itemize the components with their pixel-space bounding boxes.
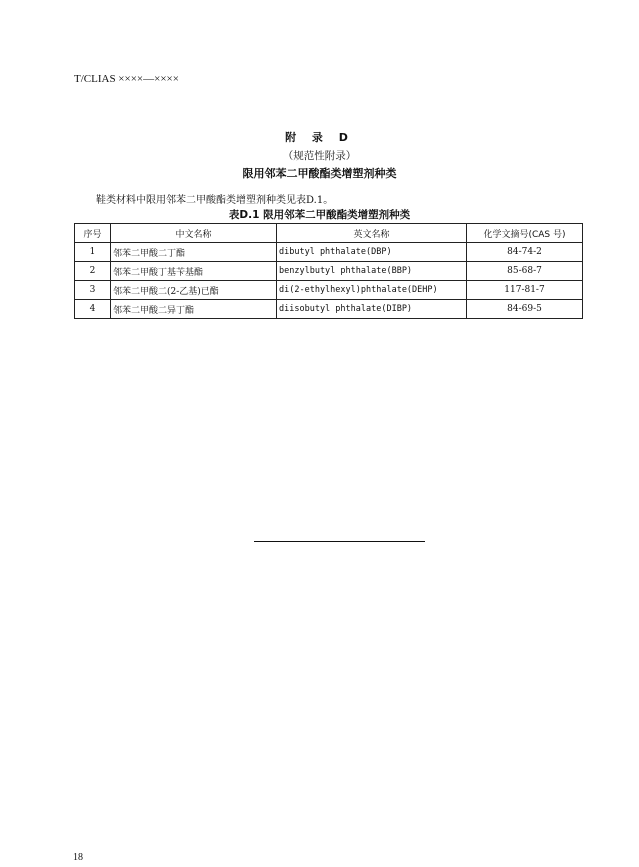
cell-serial: 2 [75, 262, 111, 281]
table-row [75, 281, 583, 300]
cell-chinese-name: 邻苯二甲酸二丁酯 [111, 243, 277, 262]
cell-serial: 4 [75, 300, 111, 319]
header-chinese-name: 中文名称 [111, 224, 277, 243]
cell-english-name: benzylbutyl phthalate(BBP) [277, 262, 467, 281]
cell-cas-number: 84-69-5 [467, 300, 583, 319]
cell-english-name: di(2-ethylhexyl)phthalate(DEHP) [277, 281, 467, 300]
header-serial: 序号 [75, 224, 111, 243]
cell-serial: 1 [75, 243, 111, 262]
document-code: T/CLIAS ××××—×××× [74, 73, 179, 85]
header-english-name: 英文名称 [277, 224, 467, 243]
table-row [75, 300, 583, 319]
cell-chinese-name: 邻苯二甲酸二异丁酯 [111, 300, 277, 319]
appendix-type: （规范性附录） [282, 150, 357, 162]
cell-cas-number: 117-81-7 [467, 281, 583, 300]
cell-english-name: dibutyl phthalate(DBP) [277, 243, 467, 262]
table-header-row [75, 224, 583, 243]
page-number: 18 [73, 852, 83, 863]
cell-chinese-name: 邻苯二甲酸丁基苄基酯 [111, 262, 277, 281]
cell-english-name: diisobutyl phthalate(DIBP) [277, 300, 467, 319]
cell-cas-number: 84-74-2 [467, 243, 583, 262]
phthalate-table [74, 223, 583, 319]
cell-chinese-name: 邻苯二甲酸二(2-乙基)已酯 [111, 281, 277, 300]
table-row [75, 262, 583, 281]
table-caption: 表D.1 限用邻苯二甲酸酯类增塑剂种类 [228, 209, 411, 221]
intro-paragraph: 鞋类材料中限用邻苯二甲酸酯类增塑剂种类见表D.1。 [96, 195, 334, 206]
table-row [75, 243, 583, 262]
cell-cas-number: 85-68-7 [467, 262, 583, 281]
appendix-title: 附 录 D [285, 131, 354, 144]
cell-serial: 3 [75, 281, 111, 300]
header-cas-number: 化学文摘号(CAS 号) [467, 224, 583, 243]
end-rule [254, 541, 425, 542]
appendix-subject: 限用邻苯二甲酸酯类增塑剂种类 [242, 167, 397, 180]
